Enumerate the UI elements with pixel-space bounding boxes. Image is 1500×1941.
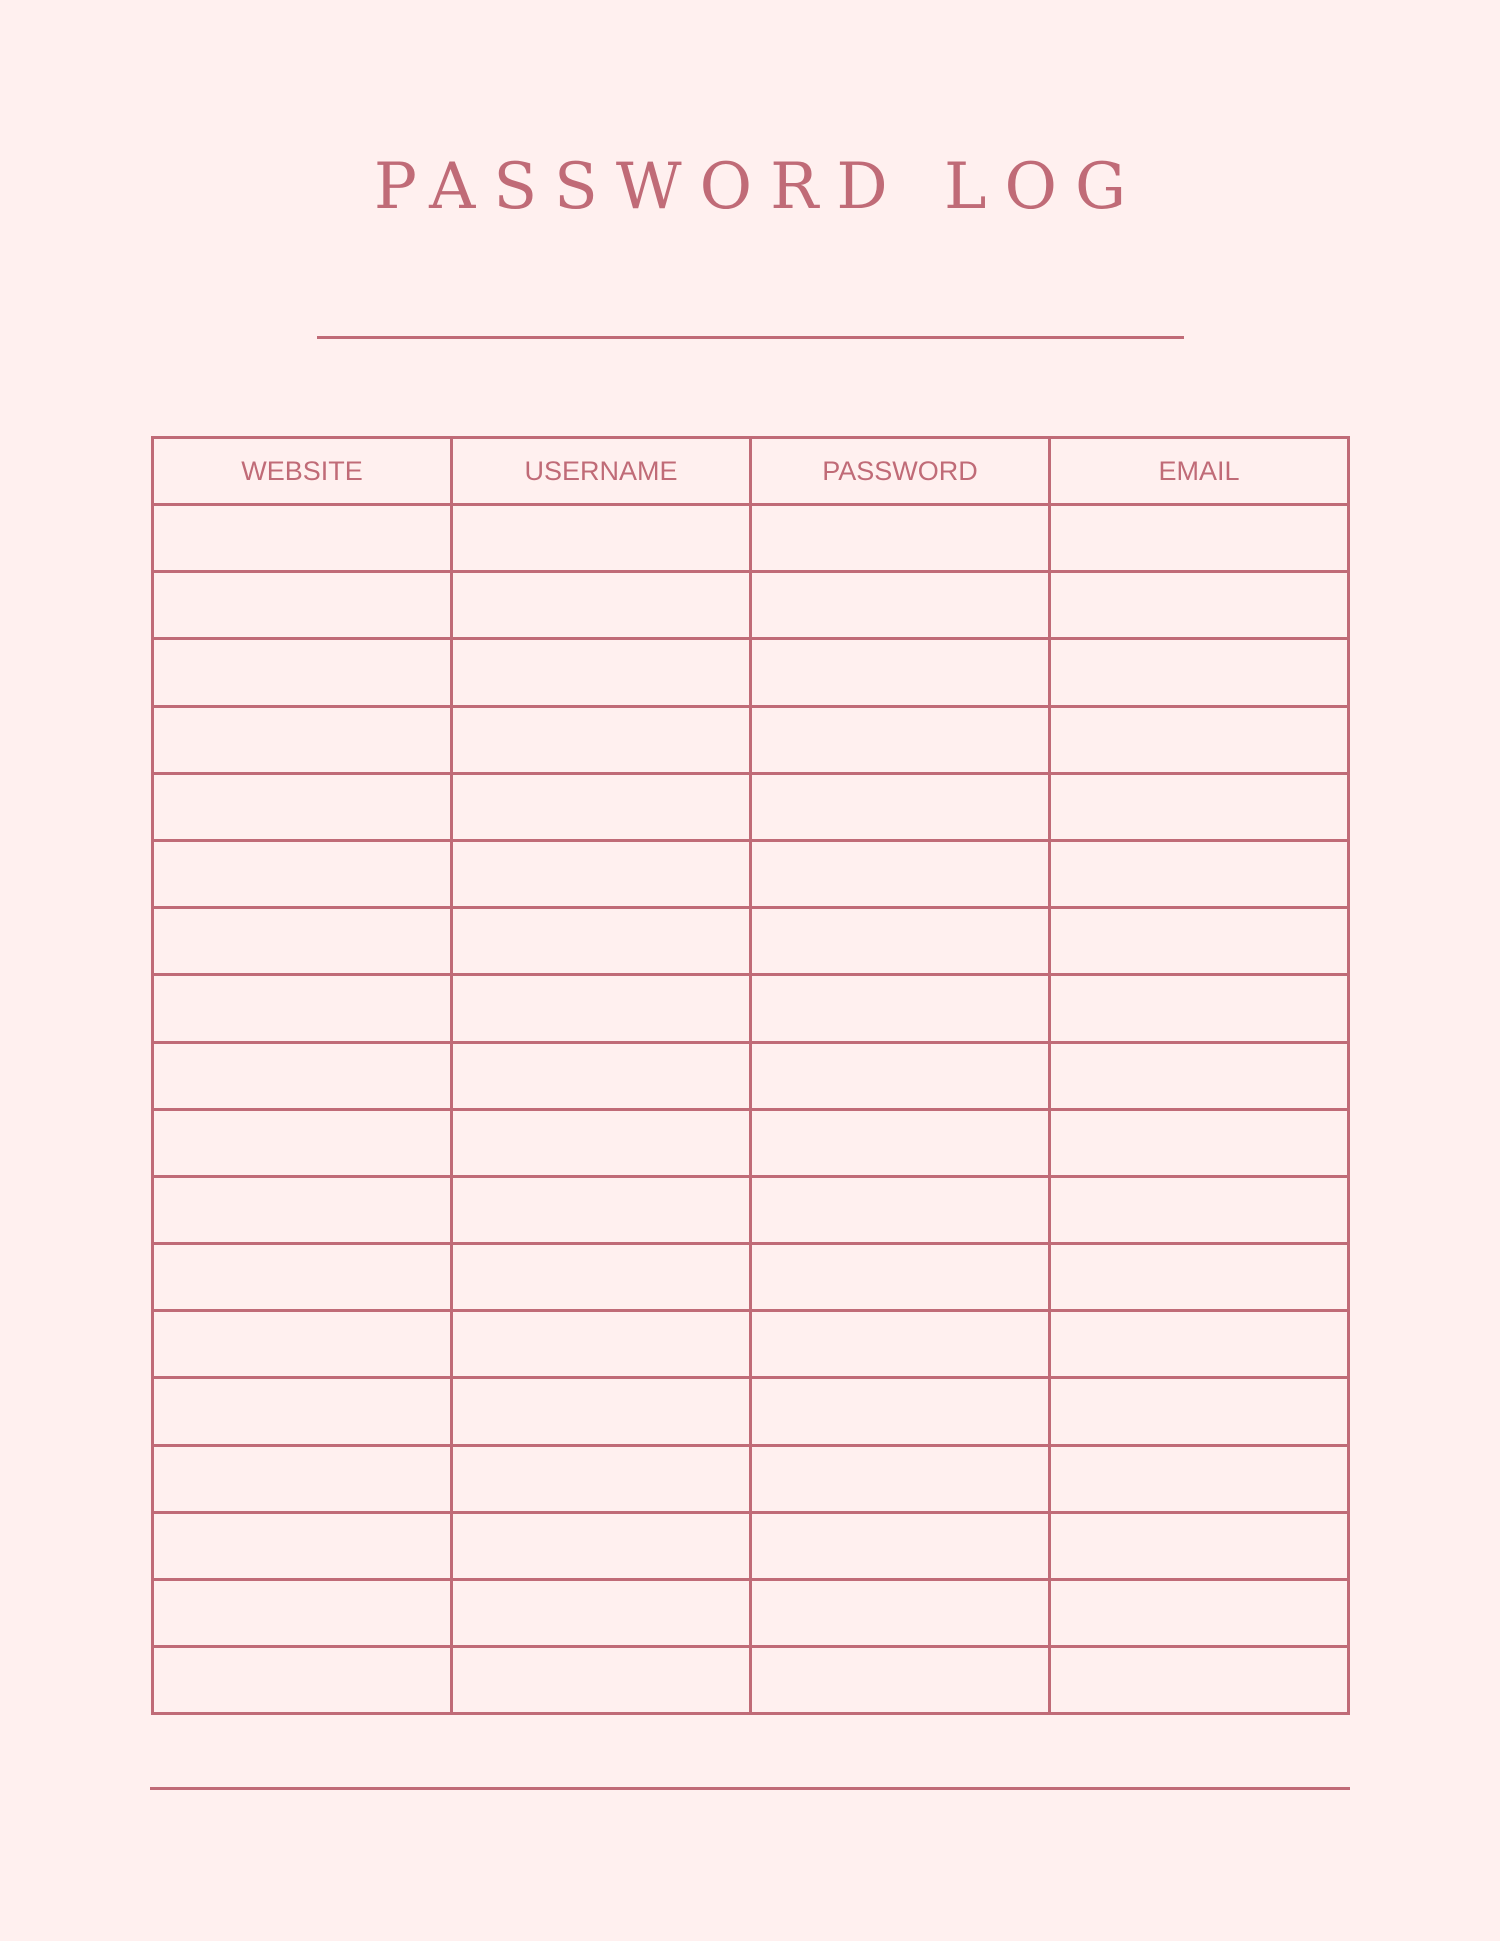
password-cell[interactable] (751, 1244, 1050, 1311)
email-cell[interactable] (1050, 1647, 1349, 1714)
email-cell[interactable] (1050, 505, 1349, 572)
username-cell[interactable] (452, 773, 751, 840)
website-cell[interactable] (153, 975, 452, 1042)
table-row (153, 1176, 1349, 1243)
email-cell[interactable] (1050, 773, 1349, 840)
table-row (153, 505, 1349, 572)
column-header-username: USERNAME (452, 438, 751, 505)
password-cell[interactable] (751, 1445, 1050, 1512)
username-cell[interactable] (452, 1244, 751, 1311)
username-cell[interactable] (452, 1311, 751, 1378)
email-cell[interactable] (1050, 975, 1349, 1042)
table-row (153, 1378, 1349, 1445)
password-cell[interactable] (751, 1042, 1050, 1109)
email-cell[interactable] (1050, 1311, 1349, 1378)
table-row (153, 908, 1349, 975)
email-cell[interactable] (1050, 639, 1349, 706)
website-cell[interactable] (153, 840, 452, 907)
website-cell[interactable] (153, 908, 452, 975)
email-cell[interactable] (1050, 1109, 1349, 1176)
password-cell[interactable] (751, 1378, 1050, 1445)
website-cell[interactable] (153, 1378, 452, 1445)
email-cell[interactable] (1050, 1580, 1349, 1647)
name-line (317, 336, 1184, 339)
table-row (153, 1445, 1349, 1512)
password-cell[interactable] (751, 840, 1050, 907)
table-row (153, 639, 1349, 706)
website-cell[interactable] (153, 773, 452, 840)
username-cell[interactable] (452, 908, 751, 975)
email-cell[interactable] (1050, 1042, 1349, 1109)
notes-line (150, 1787, 1350, 1790)
website-cell[interactable] (153, 639, 452, 706)
username-cell[interactable] (452, 1109, 751, 1176)
password-cell[interactable] (751, 572, 1050, 639)
username-cell[interactable] (452, 639, 751, 706)
username-cell[interactable] (452, 572, 751, 639)
username-cell[interactable] (452, 1176, 751, 1243)
column-header-website: WEBSITE (153, 438, 452, 505)
table-row (153, 1647, 1349, 1714)
website-cell[interactable] (153, 1445, 452, 1512)
email-cell[interactable] (1050, 1176, 1349, 1243)
table-row (153, 706, 1349, 773)
website-cell[interactable] (153, 1176, 452, 1243)
website-cell[interactable] (153, 1647, 452, 1714)
username-cell[interactable] (452, 505, 751, 572)
table-row (153, 1042, 1349, 1109)
username-cell[interactable] (452, 840, 751, 907)
table-row (153, 1311, 1349, 1378)
password-cell[interactable] (751, 908, 1050, 975)
table-row (153, 1580, 1349, 1647)
password-cell[interactable] (751, 1512, 1050, 1579)
username-cell[interactable] (452, 1378, 751, 1445)
password-cell[interactable] (751, 1176, 1050, 1243)
table-body (153, 505, 1349, 1714)
table-header-row (153, 438, 1349, 505)
password-cell[interactable] (751, 505, 1050, 572)
username-cell[interactable] (452, 1512, 751, 1579)
table-row (153, 773, 1349, 840)
password-log-table (151, 436, 1350, 1715)
email-cell[interactable] (1050, 1512, 1349, 1579)
website-cell[interactable] (153, 1311, 452, 1378)
website-cell[interactable] (153, 572, 452, 639)
username-cell[interactable] (452, 1445, 751, 1512)
password-cell[interactable] (751, 1580, 1050, 1647)
table-row (153, 572, 1349, 639)
password-cell[interactable] (751, 706, 1050, 773)
table-row (153, 840, 1349, 907)
email-cell[interactable] (1050, 1378, 1349, 1445)
username-cell[interactable] (452, 1580, 751, 1647)
password-cell[interactable] (751, 1647, 1050, 1714)
password-cell[interactable] (751, 773, 1050, 840)
email-cell[interactable] (1050, 706, 1349, 773)
username-cell[interactable] (452, 1647, 751, 1714)
website-cell[interactable] (153, 1109, 452, 1176)
page-title: PASSWORD LOG (373, 150, 1145, 224)
column-header-password: PASSWORD (751, 438, 1050, 505)
password-cell[interactable] (751, 1311, 1050, 1378)
table-row (153, 1244, 1349, 1311)
table-row (153, 1109, 1349, 1176)
password-cell[interactable] (751, 639, 1050, 706)
username-cell[interactable] (452, 706, 751, 773)
email-cell[interactable] (1050, 1244, 1349, 1311)
website-cell[interactable] (153, 505, 452, 572)
password-cell[interactable] (751, 975, 1050, 1042)
email-cell[interactable] (1050, 1445, 1349, 1512)
email-cell[interactable] (1050, 572, 1349, 639)
email-cell[interactable] (1050, 840, 1349, 907)
email-cell[interactable] (1050, 908, 1349, 975)
website-cell[interactable] (153, 1042, 452, 1109)
column-header-email: EMAIL (1050, 438, 1349, 505)
website-cell[interactable] (153, 1580, 452, 1647)
website-cell[interactable] (153, 706, 452, 773)
table-row (153, 1512, 1349, 1579)
website-cell[interactable] (153, 1244, 452, 1311)
username-cell[interactable] (452, 1042, 751, 1109)
password-cell[interactable] (751, 1109, 1050, 1176)
username-cell[interactable] (452, 975, 751, 1042)
website-cell[interactable] (153, 1512, 452, 1579)
table-row (153, 975, 1349, 1042)
